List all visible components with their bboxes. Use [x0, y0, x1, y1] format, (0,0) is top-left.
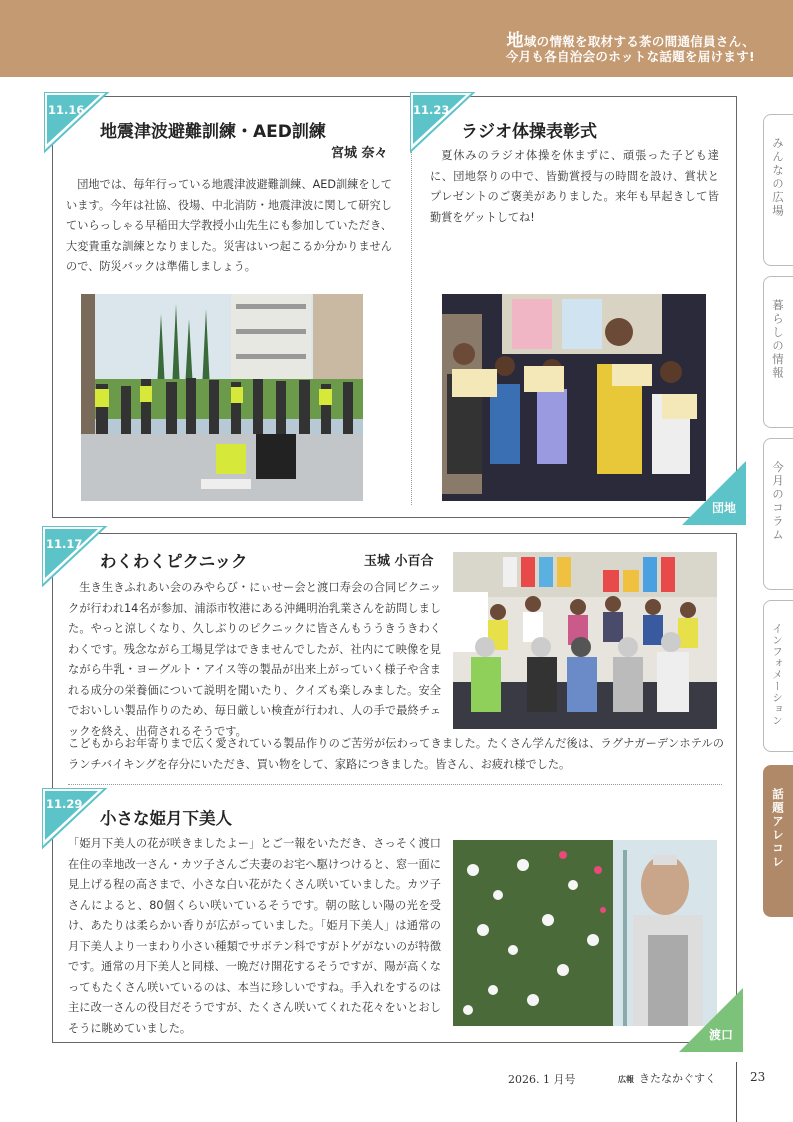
- tab-kurashi-no-joho[interactable]: 暮らしの情報: [763, 276, 793, 428]
- header-line-1: 地域の情報を取材する茶の間通信員さん、: [506, 31, 755, 51]
- article-4-date: 11.29: [46, 797, 83, 811]
- picnic-photo: [453, 552, 717, 729]
- tab-wadai-arekore[interactable]: 話題アレコレ: [763, 765, 793, 917]
- article-4-title: 小さな姫月下美人: [100, 809, 232, 828]
- article-3-author: 玉城 小百合: [364, 554, 434, 569]
- header-band: [0, 0, 793, 77]
- article-3-body-wrapped: 生き生きふれあい会のみやらび・にぃせー会と渡口寿会の合同ピクニックが行われ14名が参加、浦添市牧港にある沖縄明治乳業さんを訪問しました。やっと涼しくなり、久しぶりのピクニックに皆さんもううきうきわくわくです。残念ながら工場見学はできませんでしたが、社内にて映像を見ながら牛乳・ヨーグルト・アイス等の製品が出来上がっていく様子や含まれる成分の栄養価について説明を聞いたり、クイズも楽しみました。安全でおいしい製品作りのため、毎日厳しい検査が行われ、人の手で最終チェックを終え、出荷されるそうです。: [68, 581, 441, 738]
- article-2-body: 夏休みのラジオ体操を休まずに、頑張った子ども達に、団地祭りの中で、皆勤賞授与の時間を設け、賞状とプレゼントのご褒美がありました。来年も早起きして皆勤賞をゲットしてね!: [430, 149, 719, 224]
- article-1-date: 11.16: [48, 103, 85, 117]
- middle-divider: [68, 784, 722, 785]
- article-3-body-full: こどもからお年寄りまで広く愛されている製品作りのご苦労が伝わってきました。たくさん学んだ後は、ラグナガーデンホテルのランチバイキングを存分にいただき、買い物をして、家路につきました。皆さん、お疲れ様でした。: [68, 737, 724, 771]
- top-divider: [411, 110, 412, 505]
- tab-minna-no-hiroba[interactable]: みんなの広場: [763, 114, 793, 266]
- article-1-body: 団地では、毎年行っている地震津波避難訓練、AED訓練をしています。今年は社協、役場、中北消防・地震津波に関して研究していらっしゃる早稲田大学教授小山先生にも参加していただき、大変貴重な訓練となりました。災害はいつ起こるか分かりませんので、防災バックは準備しましょう。: [66, 178, 392, 273]
- article-2-date: 11.23: [413, 103, 450, 117]
- flower-photo: [453, 840, 717, 1026]
- article-4-body: 「姫月下美人の花が咲きましたよー」とご一報をいただき、さっそく渡口在住の幸地改一さん・カツ子さんご夫妻のお宅へ駆けつけると、窓一面に見上げる程の高さまで、小さな白い花がたくさん咲いていました。カツ子さんによると、80個くらい咲いているそうです。朝の眩しい陽の光を受け、あたりは柔らかい香りが広がっていました。「姫月下美人」は通常の月下美人より一まわり小さい種類でサボテン科ですがトゲがないのが特徴です。通常の月下美人と同様、一晩だけ開花するそうですが、陽が高くなってもたくさん咲いているのは、本当に珍しいですね。手入れをするのは主に改一さんの役目だそうですが、たくさん咲いてくれた花々をいとおしそうに眺めていました。: [68, 837, 441, 1035]
- article-3-title: わくわくピクニック: [100, 552, 248, 571]
- tab-kongetsu-no-column[interactable]: 今月のコラム: [763, 438, 793, 590]
- area-badge-toguchi-label: 渡口: [709, 1028, 734, 1042]
- issue-date: 2026. 1 月号: [508, 1073, 576, 1086]
- article-1-title: 地震津波避難訓練・AED訓練: [100, 122, 326, 142]
- drill-photo: [81, 294, 363, 501]
- article-2-title: ラジオ体操表彰式: [461, 122, 597, 142]
- page-number: 23: [750, 1070, 766, 1084]
- footer-divider: [736, 1062, 737, 1122]
- area-badge-danchi-label: 団地: [712, 501, 737, 515]
- article-1-author: 宮城 奈々: [331, 146, 388, 161]
- header-line-2: 今月も各自治会のホットな話題を届けます!: [505, 49, 755, 64]
- tab-information[interactable]: インフォメーション: [763, 600, 793, 752]
- article-3-date: 11.17: [46, 537, 83, 551]
- magazine-name: 広報 きたなかぐすく: [618, 1072, 716, 1085]
- award-photo: [442, 294, 706, 501]
